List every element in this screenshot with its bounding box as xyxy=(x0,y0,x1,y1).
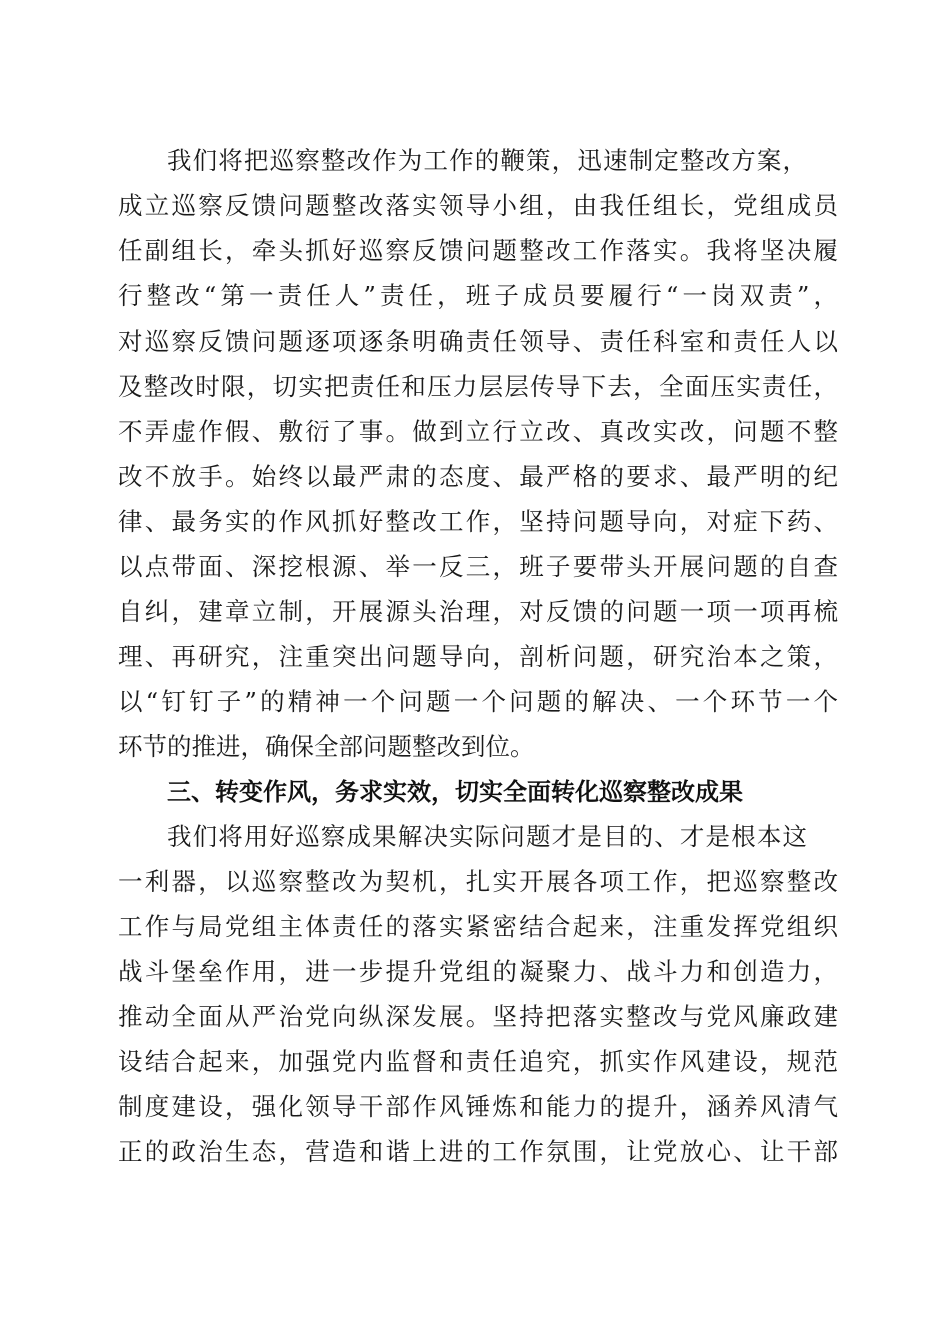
paragraph-1-line-1: 我们将把巡察整改作为工作的鞭策，迅速制定整改方案， xyxy=(167,146,807,175)
paragraph-1-line-6: 及整改时限，切实把责任和压力层层传导下去，全面压实责任， xyxy=(118,372,838,401)
paragraph-1-line-5: 对巡察反馈问题逐项逐条明确责任领导、责任科室和责任人以 xyxy=(118,327,838,356)
paragraph-1-line-12: 理、再研究，注重突出问题导向，剖析问题，研究治本之策， xyxy=(118,642,838,671)
paragraph-2-line-8: 正的政治生态，营造和谐上进的工作氛围，让党放心、让干部 xyxy=(118,1137,838,1166)
paragraph-1-line-8: 改不放手。始终以最严肃的态度、最严格的要求、最严明的纪 xyxy=(118,462,838,491)
paragraph-2-line-1: 我们将用好巡察成果解决实际问题才是目的、才是根本这 xyxy=(167,822,807,851)
paragraph-2-line-7: 制度建设，强化领导干部作风锤炼和能力的提升，涵养风清气 xyxy=(118,1092,838,1121)
paragraph-1-line-11: 自纠，建章立制，开展源头治理，对反馈的问题一项一项再梳 xyxy=(118,597,838,626)
paragraph-2-line-4: 战斗堡垒作用，进一步提升党组的凝聚力、战斗力和创造力， xyxy=(118,957,838,986)
paragraph-1-line-9: 律、最务实的作风抓好整改工作，坚持问题导向，对症下药、 xyxy=(118,507,838,536)
paragraph-1-line-2: 成立巡察反馈问题整改落实领导小组，由我任组长，党组成员 xyxy=(118,191,838,220)
paragraph-1-line-3: 任副组长，牵头抓好巡察反馈问题整改工作落实。我将坚决履 xyxy=(118,236,838,265)
paragraph-1-line-10: 以点带面、深挖根源、举一反三，班子要带头开展问题的自查 xyxy=(118,552,838,581)
paragraph-2-line-6: 设结合起来，加强党内监督和责任追究，抓实作风建设，规范 xyxy=(118,1047,838,1076)
section-3-heading: 三、转变作风，务求实效，切实全面转化巡察整改成果 xyxy=(167,778,743,806)
paragraph-2-line-5: 推动全面从严治党向纵深发展。坚持把落实整改与党风廉政建 xyxy=(118,1002,838,1031)
paragraph-1-line-7: 不弄虚作假、敷衍了事。做到立行立改、真改实改，问题不整 xyxy=(118,417,838,446)
paragraph-1-line-13: 以“钉钉子”的精神一个问题一个问题的解决、一个环节一个 xyxy=(118,687,838,716)
paragraph-2-line-3: 工作与局党组主体责任的落实紧密结合起来，注重发挥党组织 xyxy=(118,912,838,941)
paragraph-1-line-4: 行整改“第一责任人”责任，班子成员要履行“一岗双责”， xyxy=(118,281,838,310)
paragraph-1-line-14: 环节的推进，确保全部问题整改到位。 xyxy=(118,732,535,761)
paragraph-2-line-2: 一利器，以巡察整改为契机，扎实开展各项工作，把巡察整改 xyxy=(118,867,838,896)
